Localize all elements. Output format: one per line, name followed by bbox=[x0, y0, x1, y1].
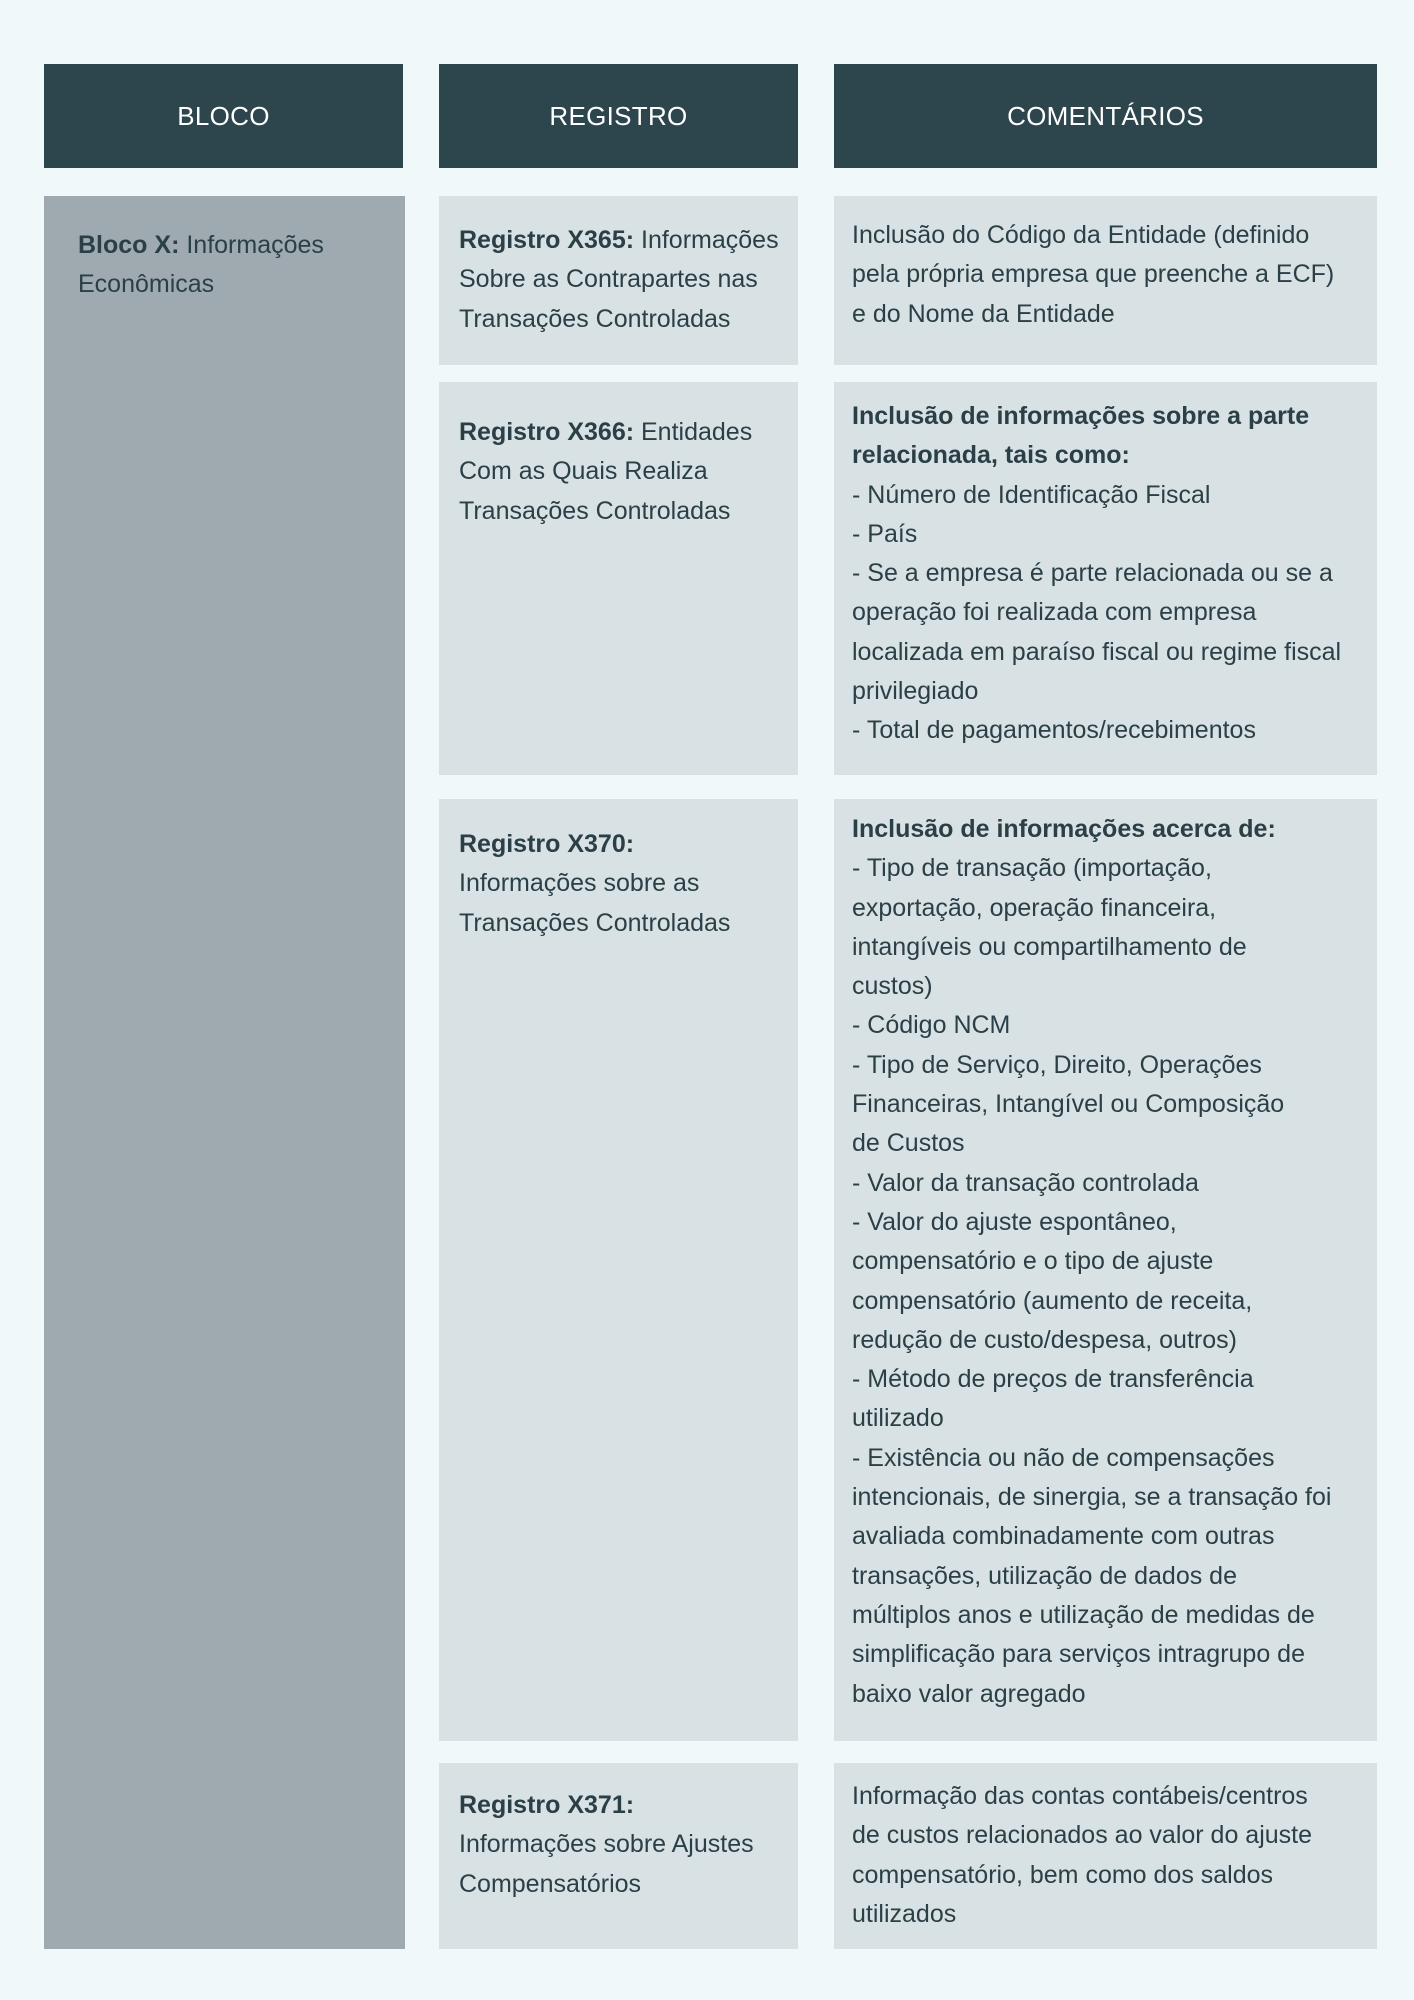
comentario-cell bbox=[834, 196, 1377, 365]
registro-line: Transações Controladas bbox=[459, 908, 731, 937]
comentario-heading: Inclusão de informações acerca de: bbox=[852, 815, 1276, 843]
comentario-line: localizada em paraíso fiscal ou regime fiscal bbox=[852, 637, 1342, 666]
comentario-cell bbox=[834, 382, 1377, 775]
registro-id: Registro X371: bbox=[459, 1791, 635, 1819]
comentario-line: - Valor da transação controlada bbox=[852, 1168, 1199, 1197]
comentario-cell bbox=[834, 799, 1377, 1741]
comentario-line: avaliada combinadamente com outras bbox=[852, 1522, 1275, 1551]
header-registro: REGISTRO bbox=[439, 64, 798, 168]
bloco-text: Informações bbox=[179, 231, 324, 259]
comentario-line: intencionais, de sinergia, se a transação foi bbox=[852, 1483, 1332, 1512]
bloco-cell bbox=[44, 196, 405, 1949]
registro-text: Entidades bbox=[634, 418, 753, 446]
comentario-line: - Se a empresa é parte relacionada ou se a bbox=[852, 559, 1333, 588]
comentario-line: - Tipo de transação (importação, bbox=[852, 854, 1212, 883]
registro-id: Registro X365: bbox=[459, 226, 635, 254]
comentario-line: - Total de pagamentos/recebimentos bbox=[852, 716, 1256, 745]
comentario-line: Financeiras, Intangível ou Composição bbox=[852, 1090, 1285, 1119]
registro-line bbox=[459, 413, 784, 452]
header-comentarios: COMENTÁRIOS bbox=[834, 64, 1377, 168]
registro-cell bbox=[439, 1763, 798, 1949]
comentario-line: operação foi realizada com empresa bbox=[852, 598, 1257, 627]
comentario-line: de Custos bbox=[852, 1129, 965, 1158]
comentario-line: custos) bbox=[852, 972, 933, 1001]
comentario-line: - Existência ou não de compensações bbox=[852, 1443, 1275, 1472]
bloco-line-1 bbox=[78, 226, 371, 265]
registro-cell bbox=[439, 196, 798, 365]
registro-id: Registro X370: bbox=[459, 830, 635, 858]
comentario-line: - Número de Identificação Fiscal bbox=[852, 480, 1211, 509]
comentario-line: Informação das contas contábeis/centros bbox=[852, 1782, 1308, 1810]
registro-line: Informações sobre Ajustes bbox=[459, 1830, 754, 1859]
comentario-heading: Inclusão de informações sobre a parte bbox=[852, 402, 1310, 430]
comentario-line: - Valor do ajuste espontâneo, bbox=[852, 1207, 1177, 1236]
registro-line: Transações Controladas bbox=[459, 496, 731, 525]
comentario-line: privilegiado bbox=[852, 677, 979, 706]
registro-line: Transações Controladas bbox=[459, 304, 731, 333]
comentario-line: - Tipo de Serviço, Direito, Operações bbox=[852, 1050, 1262, 1079]
comentario-line: utilizados bbox=[852, 1899, 957, 1928]
header-bloco: BLOCO bbox=[44, 64, 403, 168]
comentario-line: compensatório, bem como dos saldos bbox=[852, 1860, 1274, 1889]
comentario-line: simplificação para serviços intragrupo de bbox=[852, 1640, 1305, 1669]
registro-line bbox=[459, 1786, 784, 1825]
registro-line: Sobre as Contrapartes nas bbox=[459, 265, 758, 294]
registro-id: Registro X366: bbox=[459, 418, 635, 446]
registro-line bbox=[459, 221, 784, 260]
registro-cell bbox=[439, 382, 798, 775]
comentario-line: utilizado bbox=[852, 1404, 944, 1433]
registro-line: Compensatórios bbox=[459, 1869, 642, 1898]
registro-line: Com as Quais Realiza bbox=[459, 457, 708, 486]
comentario-line: e do Nome da Entidade bbox=[852, 299, 1115, 328]
comentario-line: - Código NCM bbox=[852, 1011, 1011, 1040]
comentario-cell bbox=[834, 1763, 1377, 1949]
comentario-line: transações, utilização de dados de bbox=[852, 1561, 1237, 1590]
comentario-line: baixo valor agregado bbox=[852, 1679, 1086, 1708]
comentario-line: compensatório e o tipo de ajuste bbox=[852, 1247, 1214, 1276]
comentario-line: exportação, operação financeira, bbox=[852, 893, 1217, 922]
registro-cell bbox=[439, 799, 798, 1741]
comentario-heading: relacionada, tais como: bbox=[852, 441, 1130, 470]
comentario-line: - País bbox=[852, 519, 918, 548]
comentario-line: múltiplos anos e utilização de medidas de bbox=[852, 1600, 1315, 1629]
comentario-line: compensatório (aumento de receita, bbox=[852, 1286, 1253, 1315]
comentario-line: pela própria empresa que preenche a ECF) bbox=[852, 260, 1335, 289]
bloco-line-2: Econômicas bbox=[78, 270, 215, 298]
bloco-label: Bloco X: bbox=[78, 231, 180, 259]
comentario-line: intangíveis ou compartilhamento de bbox=[852, 932, 1247, 961]
comentario-line: redução de custo/despesa, outros) bbox=[852, 1325, 1237, 1354]
comentario-line: - Método de preços de transferência bbox=[852, 1365, 1254, 1394]
registro-line: Informações sobre as bbox=[459, 869, 700, 898]
registro-line bbox=[459, 825, 784, 864]
registro-text: Informações bbox=[634, 226, 779, 254]
comentario-line: de custos relacionados ao valor do ajuste bbox=[852, 1821, 1313, 1850]
comentario-line: Inclusão do Código da Entidade (definido bbox=[852, 221, 1310, 249]
